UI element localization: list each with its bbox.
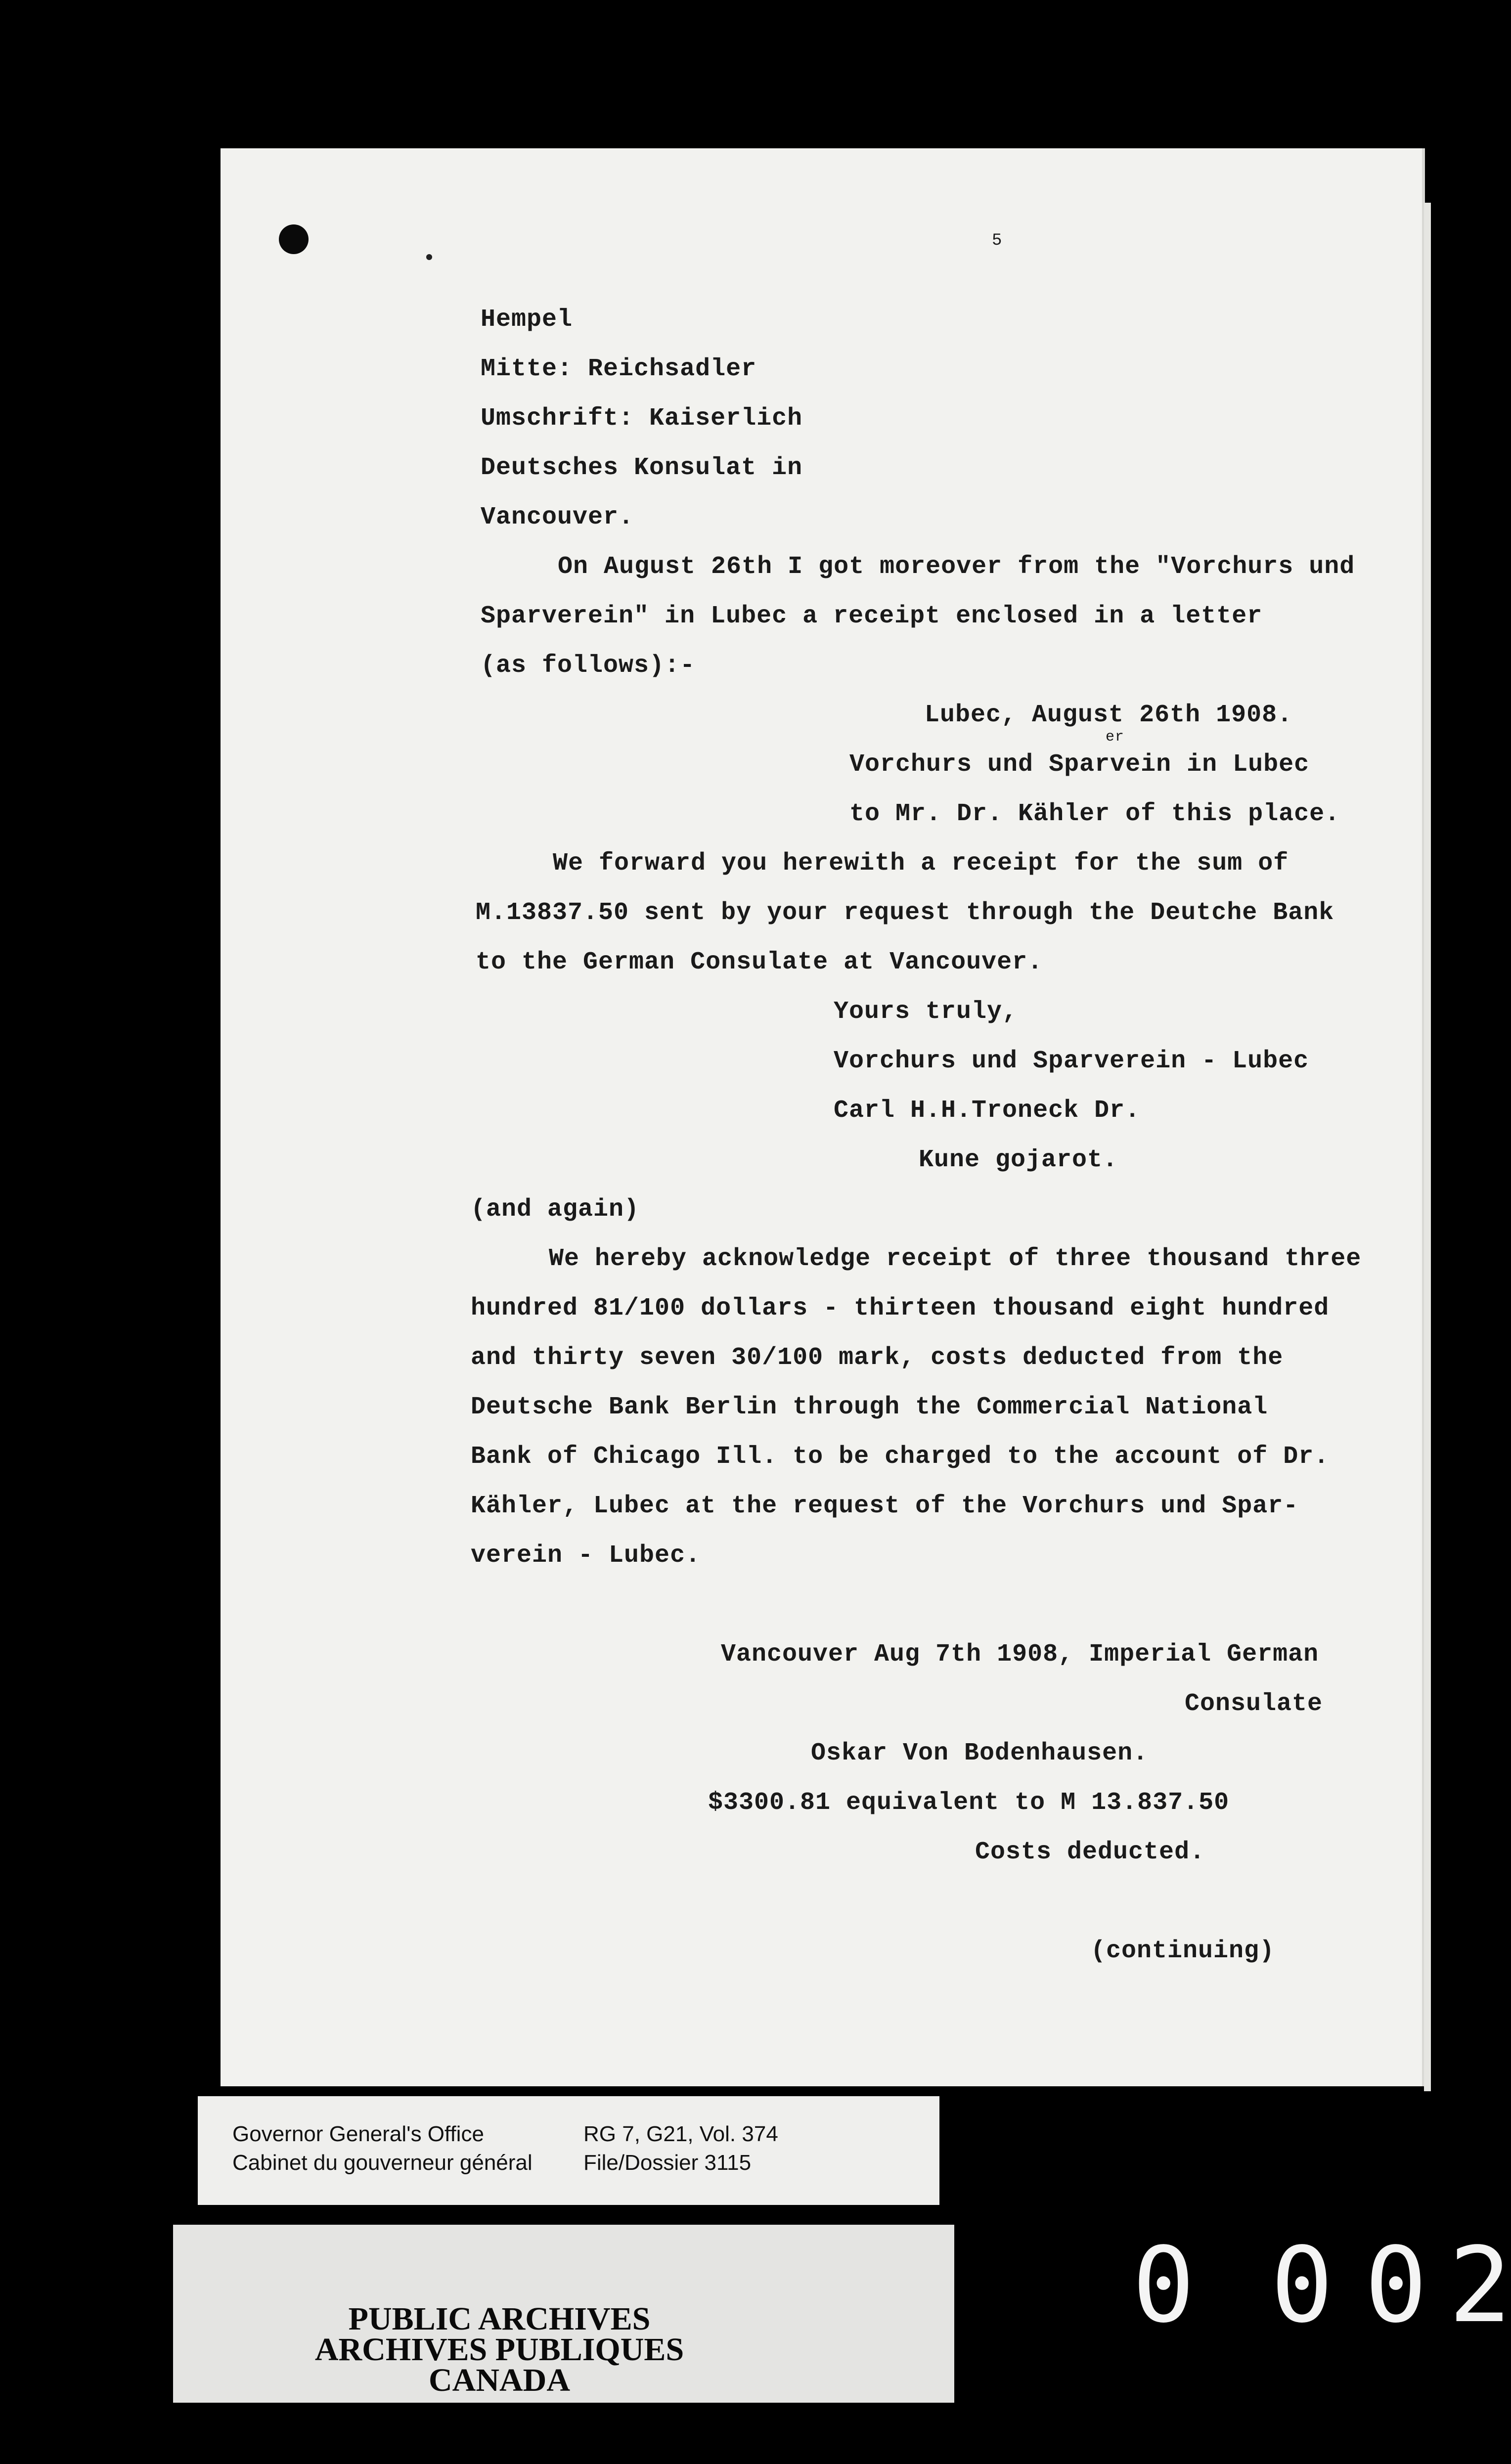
frame-digit-1: 0 bbox=[1132, 2225, 1195, 2346]
letter-line-10: Vorchurs und Sparvein in Lubec bbox=[849, 750, 1310, 779]
ink-dot bbox=[426, 254, 432, 260]
frame-digit-4: 2 bbox=[1449, 2225, 1511, 2346]
letter-line-13: M.13837.50 sent by your request through the Deutche Bank bbox=[476, 899, 1334, 927]
letter-line-25: Kähler, Lubec at the request of the Vorchurs und Spar- bbox=[471, 1492, 1299, 1520]
letter-line-5: Vancouver. bbox=[481, 503, 634, 531]
letter-line-26: verein - Lubec. bbox=[471, 1541, 701, 1570]
letter-line-23: Deutsche Bank Berlin through the Commercial National bbox=[471, 1393, 1268, 1421]
letter-line-22: and thirty seven 30/100 mark, costs deducted from the bbox=[471, 1344, 1284, 1372]
letter-line-7: Sparverein" in Lubec a receipt enclosed in a letter bbox=[481, 602, 1263, 630]
letter-line-28: Consulate bbox=[1185, 1690, 1323, 1718]
letter-line-17: Carl H.H.Troneck Dr. bbox=[834, 1097, 1141, 1125]
letter-line-11: to Mr. Dr. Kähler of this place. bbox=[849, 800, 1340, 828]
frame-digit-3: 0 bbox=[1365, 2225, 1427, 2346]
letter-line-14: to the German Consulate at Vancouver. bbox=[476, 948, 1043, 976]
punch-hole bbox=[279, 224, 309, 254]
stamp-archives-block bbox=[173, 2225, 954, 2403]
page-mark: 5 bbox=[992, 231, 1003, 250]
letter-line-12: We forward you herewith a receipt for the sum of bbox=[553, 849, 1289, 878]
page-edge bbox=[1424, 203, 1431, 2091]
letter-line-1: Hempel bbox=[481, 306, 573, 334]
letter-line-18: Kune gojarot. bbox=[919, 1146, 1118, 1174]
letter-line-4: Deutsches Konsulat in bbox=[481, 454, 803, 482]
office-en: Governor General's Office bbox=[232, 2122, 484, 2146]
letter-line-6: On August 26th I got moreover from the "Vorchurs und bbox=[558, 553, 1355, 581]
archives-en: PUBLIC ARCHIVES bbox=[348, 2301, 651, 2337]
reference: RG 7, G21, Vol. 374 bbox=[583, 2122, 778, 2146]
archives-fr: ARCHIVES PUBLIQUES bbox=[314, 2332, 684, 2368]
letter-line-8: (as follows):- bbox=[481, 652, 696, 680]
letter-line-21: hundred 81/100 dollars - thirteen thousand eight hundred bbox=[471, 1294, 1330, 1322]
archives-stamp bbox=[198, 2096, 939, 2403]
frame-digit-2: 0 bbox=[1271, 2225, 1333, 2346]
letter-line-9: Lubec, August 26th 1908. bbox=[925, 701, 1293, 729]
letter-line-32: (continuing) bbox=[1091, 1937, 1275, 1965]
letter-line-27: Vancouver Aug 7th 1908, Imperial German bbox=[721, 1640, 1319, 1669]
file-number: File/Dossier 3115 bbox=[583, 2151, 752, 2175]
letter-line-30: $3300.81 equivalent to M 13.837.50 bbox=[708, 1789, 1230, 1817]
letter-line-29: Oskar Von Bodenhausen. bbox=[811, 1739, 1149, 1767]
letter-line-24: Bank of Chicago Ill. to be charged to the account of Dr. bbox=[471, 1443, 1330, 1471]
letter-line-31: Costs deducted. bbox=[975, 1838, 1205, 1866]
letter-line-19: (and again) bbox=[471, 1195, 640, 1224]
office-fr: Cabinet du gouverneur général bbox=[232, 2151, 533, 2175]
letter-line-3: Umschrift: Kaiserlich bbox=[481, 404, 803, 433]
letter-line-15: Yours truly, bbox=[834, 998, 1018, 1026]
letter-line-16: Vorchurs und Sparverein - Lubec bbox=[834, 1047, 1309, 1075]
letter-line-2: Mitte: Reichsadler bbox=[481, 355, 757, 383]
insertion-mark: er bbox=[1106, 729, 1125, 746]
letter-line-20: We hereby acknowledge receipt of three thousand three bbox=[549, 1245, 1362, 1273]
stamp-label bbox=[198, 2096, 939, 2205]
archives-country: CANADA bbox=[429, 2362, 570, 2398]
